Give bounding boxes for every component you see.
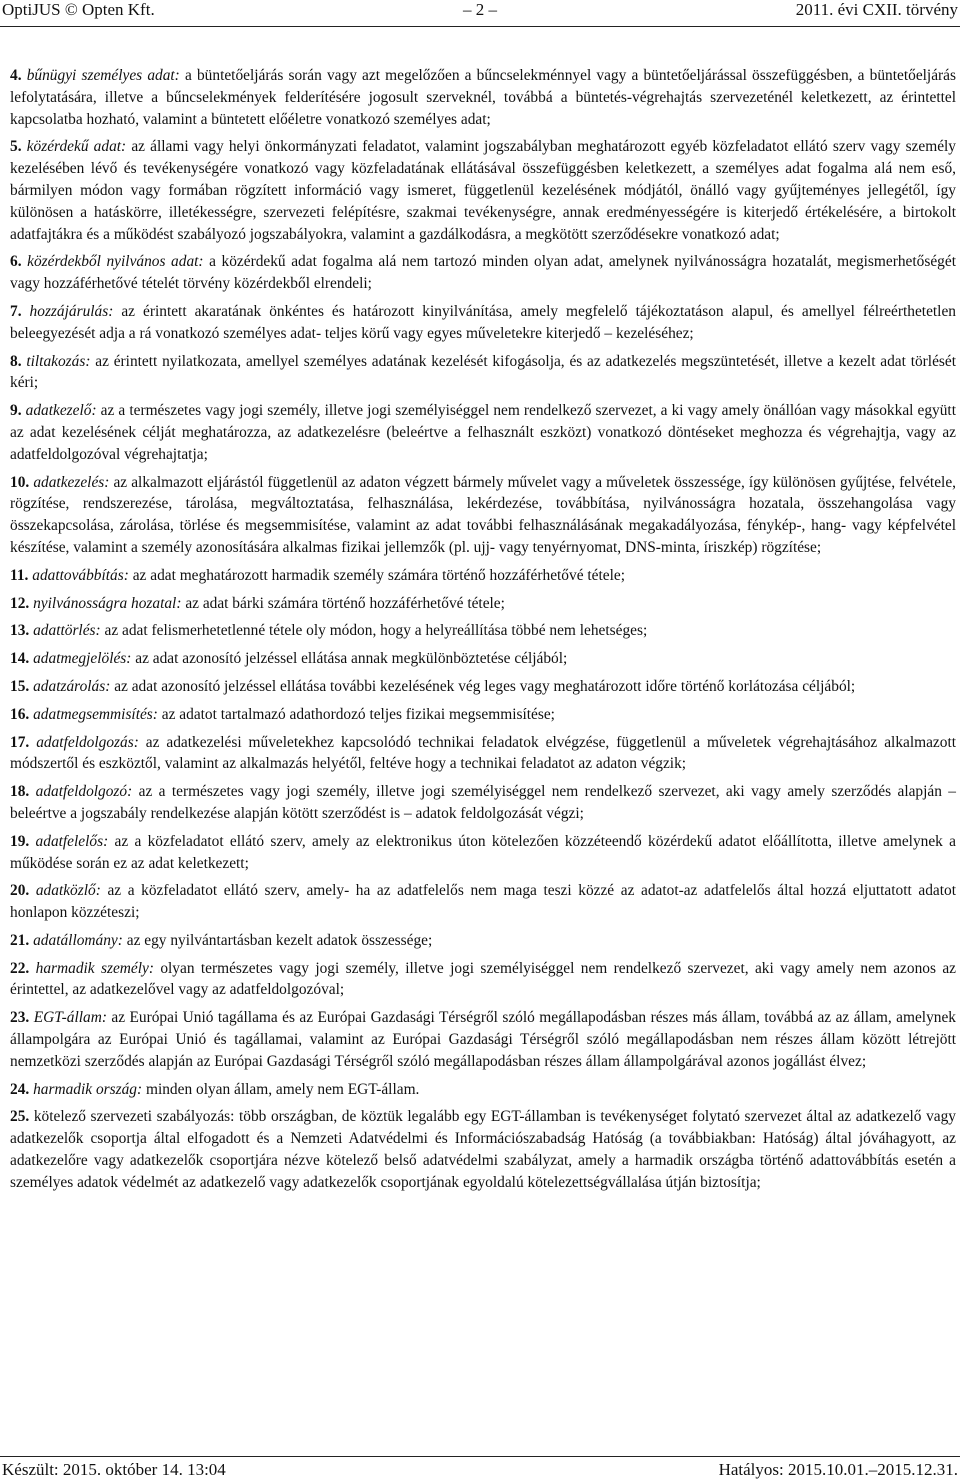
definition-number: 18.: [10, 783, 30, 801]
definition-text: az adat azonosító jelzéssel ellátása további kezelésének vég leges vagy meghatározott időre történő korlátozása céljából;: [110, 677, 856, 695]
definition-text: az érintett nyilatkozata, amellyel személyes adatának kezelését kifogásolja, és az adatkezelés megszüntetését, illetve a kezelt adat törlését kéri;: [10, 352, 956, 392]
page-number: – 2 –: [463, 0, 497, 19]
definitions-list: [10, 65, 956, 1200]
definition-item: [10, 704, 956, 726]
definition-item: [10, 831, 956, 875]
definition-number: 14.: [10, 650, 30, 668]
header-law-title: 2011. évi CXII. törvény: [795, 0, 958, 19]
definition-number: 10.: [10, 473, 30, 491]
definition-term: adatkezelés:: [33, 473, 110, 491]
definition-item: [10, 620, 956, 642]
definition-text: az a közfeladatot ellátó szerv, amely az elektronikus úton kötelezően közzéteendő közérdekű adatot előállította, illetve amelynek a működése során ez az adat keletkezett;: [10, 832, 956, 872]
header-publisher: OptiJUS © Opten Kft.: [2, 0, 155, 19]
definition-item: [10, 136, 956, 245]
definition-number: 20.: [10, 882, 30, 900]
page-footer: [0, 1456, 960, 1482]
definition-number: 24.: [10, 1080, 30, 1098]
definition-item: [10, 593, 956, 615]
definition-term: adatkezelő:: [25, 402, 97, 420]
definition-term: EGT-állam:: [33, 1009, 107, 1027]
definition-term: harmadik ország:: [33, 1080, 143, 1098]
definition-item: [10, 958, 956, 1002]
definition-number: 4.: [10, 67, 22, 84]
definition-text: a közérdekű adat fogalma alá nem tartozó minden olyan adat, amelynek nyilvánosságra hozatalát, megismerhetőségét vagy hozzáférhetővé tételét törvény közérdekből elrendeli;: [10, 253, 956, 293]
definition-item: [10, 676, 956, 698]
definition-text: az adatot tartalmazó adathordozó teljes fizikai megsemmisítése;: [157, 705, 555, 723]
definition-term: adattörlés:: [33, 622, 101, 640]
definition-item: [10, 1079, 956, 1101]
definition-term: adatállomány:: [33, 931, 123, 949]
definition-number: 11.: [10, 566, 29, 584]
definition-item: [10, 1007, 956, 1072]
definition-number: 12.: [10, 594, 30, 612]
definition-item: [10, 251, 956, 295]
definition-text: az a természetes vagy jogi személy, illetve jogi személyiséggel nem rendelkező szervezet, aki vagy amely szerződés alapján – beleértve a jogszabály rendelkezése alapján kötött szerződést is – adatok feldolgozását végzi;: [10, 783, 956, 822]
definition-term: adatmegjelölés:: [33, 650, 132, 668]
definition-number: 15.: [10, 677, 30, 695]
definition-text: az a közfeladatot ellátó szerv, amely- ha az adatfelelős nem maga teszi közzé az adatot-az adatfelelős által hozzá eljuttatott adatot honlapon közzéteszi;: [10, 882, 956, 922]
definition-term: nyilvánosságra hozatal:: [33, 594, 182, 612]
footer-created: Készült: 2015. október 14. 13:04: [2, 1460, 226, 1479]
page-header: [0, 0, 960, 27]
definition-number: 21.: [10, 931, 30, 949]
definition-text: az alkalmazott eljárástól függetlenül az adaton végzett bármely művelet vagy a műveletek összessége, így különösen gyűjtése, felvétele, rögzítése, rendszerezése, tárolása, megváltoztatása, felhasználása, lekérdezése, továbbítása, nyilvánosságra hozatala, összehangolása vagy összekapcsolása, zárolása, törlése és megsemmisítése, valamint az adat további felhasználásának megakadályozása, fénykép-, hang- vagy képfelvétel készítése, valamint a személy azonosítására alkalmas fizikai jellemzők (pl. ujj- vagy tenyérnyomat, DNS-minta, íriszkép) rögzítése;: [10, 473, 956, 556]
definition-item: [10, 65, 956, 130]
definition-number: 8.: [10, 352, 22, 370]
definition-item: [10, 351, 956, 395]
definition-term: adatfelelős:: [35, 832, 109, 850]
definition-text: az egy nyilvántartásban kezelt adatok összessége;: [122, 931, 433, 949]
definition-number: 7.: [10, 302, 22, 320]
definition-term: hozzájárulás:: [29, 302, 114, 320]
definition-text: az adat bárki számára történő hozzáférhetővé tétele;: [181, 594, 505, 612]
definition-term: adattovábbítás:: [32, 566, 129, 584]
definition-item: [10, 648, 956, 670]
definition-term: adatfeldolgozás:: [36, 733, 139, 751]
definition-number: 5.: [10, 138, 22, 156]
definition-term: közérdekű adat:: [26, 138, 127, 156]
definition-text: az adatkezelési műveletekhez kapcsolódó technikai feladatok elvégzése, függetlenül a műveletek végrehajtásához alkalmazott módszertől és eszköztől, valamint az alkalmazás helyétől, feltéve hogy a technikai feladatot az adaton végzik;: [10, 733, 956, 773]
definition-number: 17.: [10, 733, 30, 751]
definition-term: harmadik személy:: [35, 959, 154, 977]
definition-number: 25.: [10, 1108, 30, 1126]
definition-number: 19.: [10, 832, 30, 850]
definition-number: 6.: [10, 253, 22, 271]
definition-item: [10, 472, 956, 559]
definition-number: 13.: [10, 622, 30, 640]
definition-text: olyan természetes vagy jogi személy, illetve jogi személyiséggel nem rendelkező szervezet, aki vagy amely nem azonos az érintettel, az adatkezelővel vagy az adatfeldolgozóval;: [10, 959, 956, 999]
definition-text: az adat felismerhetetlenné tétele oly módon, hogy a helyreállítása többé nem lehetséges;: [100, 622, 648, 640]
definition-term: adatmegsemmisítés:: [33, 705, 158, 723]
definition-text: kötelező szervezeti szabályozás: több országban, de köztük legalább egy EGT-államban is tevékenységet folytató szervezet által az adatkezelő vagy adatkezelők csoportja által elfogadott és a Nemzeti Adatvédelmi és Információszabadság Hatóság (a továbbiakban: Hatóság) által jóváhagyott, az adatkezelőre vagy adatkezelők csoportjára nézve kötelező belső adatvédelmi szabályzat, amely a harmadik országba történő adattovábbítás esetén a személyes adatok védelmét az adatkezelő vagy adatkezelők csoportjának egyoldalú kötelezettségvállalása útján biztosítja;: [10, 1108, 956, 1191]
definition-item: [10, 781, 956, 825]
definition-text: minden olyan állam, amely nem EGT-állam.: [142, 1080, 420, 1098]
definition-text: az érintett akaratának önkéntes és határozott kinyilvánítása, amely megfelelő tájékoztatáson alapul, és amellyel félreérthetetlen beleegyezését adja a rá vonatkozó személyes adat- teljes körű vagy egyes műveletekre kiterjedő – kezeléséhez;: [10, 302, 956, 342]
definition-number: 16.: [10, 705, 30, 723]
definition-item: [10, 1106, 956, 1193]
definition-term: bűnügyi személyes adat:: [26, 67, 180, 84]
definition-item: [10, 732, 956, 776]
footer-validity: Hatályos: 2015.10.01.–2015.12.31.: [718, 1460, 958, 1479]
definition-term: adatfeldolgozó:: [35, 783, 133, 801]
definition-text: a büntetőeljárás során vagy azt megelőzően a bűncselekménnyel vagy a büntetőeljárással összefüggésben, a büntetőeljárás lefolytatására, illetve a bűncselekmények felderítésére jogosult szerveknél, továbbá a büntetés-végrehajtás szervezeténél keletkezett, az érintettel kapcsolatba hozható, valamint a büntetett előéletre vonatkozó személyes adat;: [10, 67, 956, 128]
definition-number: 9.: [10, 402, 22, 420]
definition-term: adatközlő:: [35, 882, 101, 900]
definition-number: 22.: [10, 959, 30, 977]
definition-term: közérdekből nyilvános adat:: [27, 253, 204, 271]
definition-text: az a természetes vagy jogi személy, illetve jogi személyiséggel nem rendelkező szervezet, a ki vagy amely önállóan vagy másokkal együtt az adat kezelésének célját meghatározza, az adatkezelésre (beleértve a felhasznált eszközt) vonatkozó döntéseket meghozza és végrehajtja, vagy az adatfeldolgozóval végrehajtatja;: [10, 402, 956, 463]
definition-text: az Európai Unió tagállama és az Európai Gazdasági Térségről szóló megállapodásban részes más állam, továbbá az az állam, amelynek állampolgára az Európai Unió és tagállamai, valamint az Európai Gazdasági Térségről szóló megállapodásban nem részes állam között létrejött nemzetközi szerződés alapján az Európai Gazdasági Térségről szóló megállapodásban részes állam állampolgárával azonos jogállást élvez;: [10, 1009, 956, 1070]
definition-item: [10, 930, 956, 952]
definition-item: [10, 301, 956, 345]
definition-item: [10, 400, 956, 465]
definition-number: 23.: [10, 1009, 30, 1027]
definition-item: [10, 880, 956, 924]
definition-item: [10, 565, 956, 587]
definition-text: az adat azonosító jelzéssel ellátása annak megkülönböztetése céljából;: [131, 650, 568, 668]
definition-text: az állami vagy helyi önkormányzati feladatot, valamint jogszabályban meghatározott egyéb közfeladatot ellátó szerv vagy személy kezelésében lévő és tevékenységére vonatkozó vagy közfeladatának ellátásával összefüggésben keletkezett, a személyes adat fogalma alá nem eső, bármilyen módon vagy formában rögzített információ vagy ismeret, függetlenül kezelésének módjától, önálló vagy gyűjteményes jellegétől, így különösen a hatáskörre, illetékességre, szervezeti felépítésre, szakmai tevékenységre, annak eredményességére is kiterjedő értékelésére, a birtokolt adatfajtákra és a működést szabályozó jogszabályokra, valamint a gazdálkodásra, a megkötött szerződésekre vonatkozó adat;: [10, 138, 956, 243]
definition-term: adatzárolás:: [33, 677, 111, 695]
definition-term: tiltakozás:: [26, 352, 91, 370]
definition-text: az adat meghatározott harmadik személy számára történő hozzáférhetővé tétele;: [128, 566, 625, 584]
